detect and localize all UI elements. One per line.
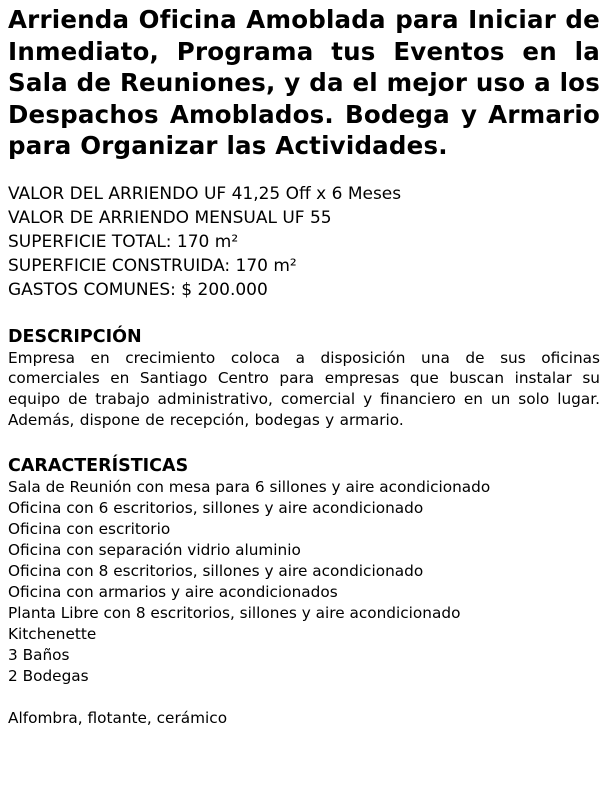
spec-monthly-rent: VALOR DE ARRIENDO MENSUAL UF 55 — [8, 207, 332, 228]
list-item: Oficina con separación vidrio aluminio — [8, 540, 301, 559]
listing-document — [8, 4, 600, 729]
description-heading: DESCRIPCIÓN — [8, 326, 142, 347]
list-item: Oficina con 6 escritorios, sillones y aire acondicionado — [8, 498, 424, 517]
description-text: Empresa en crecimiento coloca a disposición una de sus oficinas comerciales en Santiago Centro para empresas que buscan instalar su equipo de trabajo administrativo, comercial y financiero en un solo lugar. Además, dispone de recepción, bodegas y armario. — [8, 348, 600, 429]
spec-common-expenses: GASTOS COMUNES: $ 200.000 — [8, 279, 268, 300]
list-item: Oficina con armarios y aire acondicionados — [8, 582, 338, 601]
materials-text: Alfombra, flotante, cerámico — [8, 708, 228, 727]
spec-built-area: SUPERFICIE CONSTRUIDA: 170 m² — [8, 255, 297, 276]
spec-list — [8, 182, 600, 302]
list-item: Oficina con 8 escritorios, sillones y aire acondicionado — [8, 561, 424, 580]
features-heading: CARACTERÍSTICAS — [8, 455, 189, 476]
list-item: Planta Libre con 8 escritorios, sillones y aire acondicionado — [8, 603, 461, 622]
features-list — [8, 477, 600, 687]
list-item: Sala de Reunión con mesa para 6 sillones y aire acondicionado — [8, 477, 491, 496]
list-item: Oficina con escritorio — [8, 519, 171, 538]
listing-headline: Arrienda Oficina Amoblada para Iniciar de Inmediato, Programa tus Eventos en la Sala de Reuniones, y da el mejor uso a los Despachos Amoblados. Bodega y Armario para Organizar las Actividades. — [8, 5, 600, 160]
list-item: 2 Bodegas — [8, 666, 89, 685]
spec-rent-offer: VALOR DEL ARRIENDO UF 41,25 Off x 6 Meses — [8, 183, 402, 204]
spec-total-area: SUPERFICIE TOTAL: 170 m² — [8, 231, 239, 252]
list-item: 3 Baños — [8, 645, 70, 664]
list-item: Kitchenette — [8, 624, 97, 643]
